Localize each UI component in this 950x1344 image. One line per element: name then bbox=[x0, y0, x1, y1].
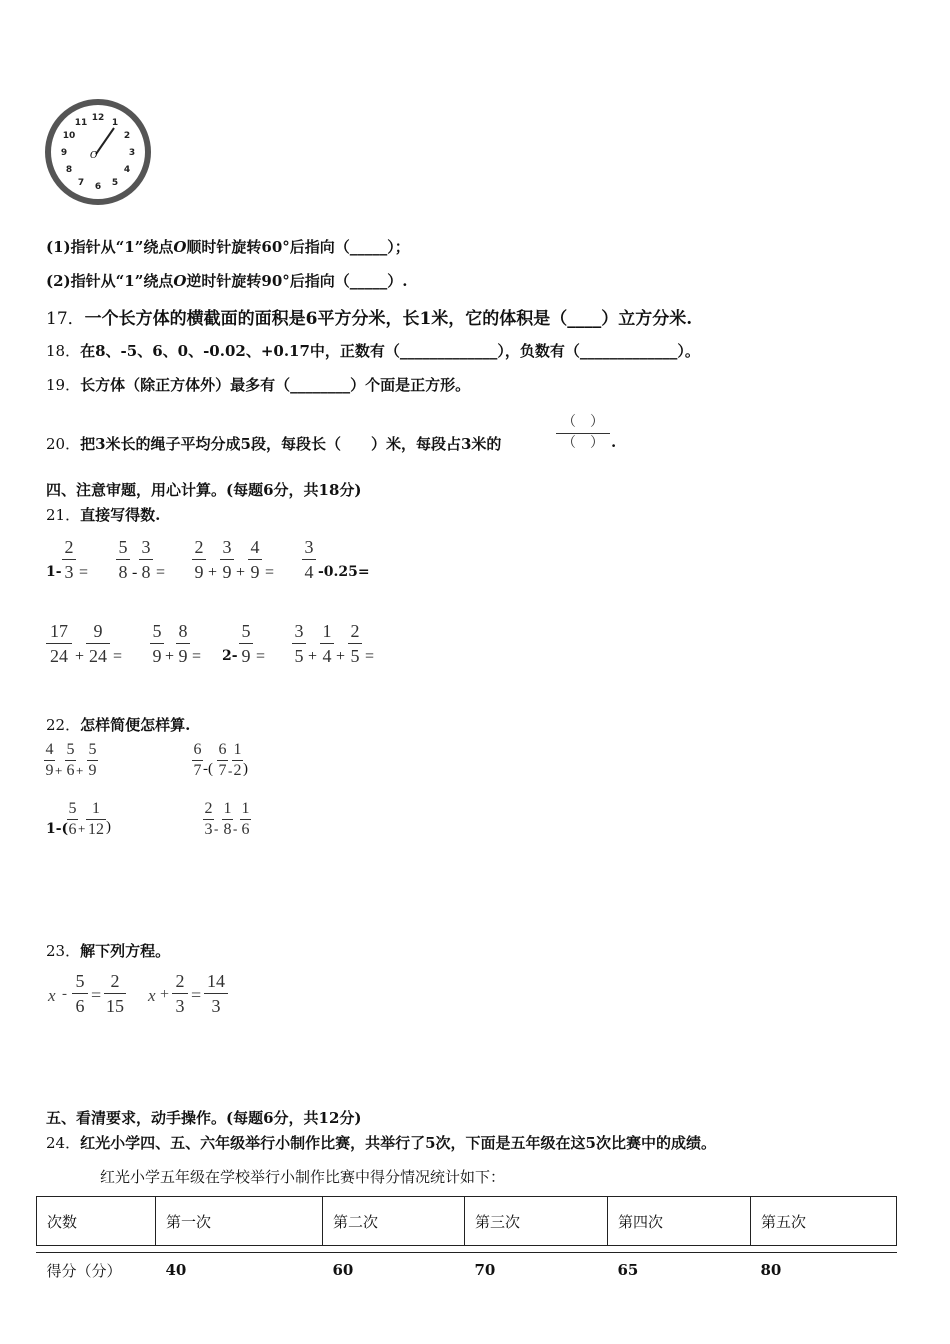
q22-e2-frac1: 6 7 bbox=[193, 741, 202, 779]
q21-e6-post: = bbox=[192, 648, 202, 665]
q16-line2: (2)指针从“1”绕点O逆时针旋转90°后指向（_____）. bbox=[46, 272, 408, 290]
q21-e4-post: -0.25= bbox=[318, 564, 370, 580]
q21-e8-frac2: 1 4 bbox=[320, 620, 334, 667]
header-cell: 第二次 bbox=[323, 1197, 465, 1246]
score-cell: 80 bbox=[760, 1261, 782, 1279]
q21-e3-frac1: 2 9 bbox=[192, 536, 206, 583]
q22-e3-op: + bbox=[78, 821, 86, 836]
q21-e4-frac: 3 4 bbox=[302, 536, 316, 583]
q21-e8-post: = bbox=[365, 648, 375, 665]
q22-e1-frac3: 5 9 bbox=[88, 741, 97, 779]
header-cell: 第五次 bbox=[751, 1197, 897, 1246]
q22-e1-op2: + bbox=[76, 763, 84, 778]
header-cell: 第一次 bbox=[156, 1197, 323, 1246]
q21-e7-frac: 5 9 bbox=[239, 620, 253, 667]
q21-e6-frac1: 5 9 bbox=[150, 620, 164, 667]
score-cell: 70 bbox=[474, 1261, 496, 1279]
score-cell: 65 bbox=[617, 1261, 639, 1279]
q21-e2-frac2: 3 8 bbox=[139, 536, 153, 583]
q22-e4-frac3: 1 6 bbox=[241, 800, 250, 838]
q21-e3-frac2: 3 9 bbox=[220, 536, 234, 583]
q23-e2-op: + bbox=[160, 986, 170, 1003]
q21-e8-frac3: 2 5 bbox=[348, 620, 362, 667]
q21-e3-op1: + bbox=[208, 564, 218, 581]
q21-e8-op1: + bbox=[308, 648, 318, 665]
question-18: 18．在8、-5、6、0、-0.02、+0.17中，正数有（_____________），负数有（_____________）。 bbox=[46, 342, 700, 360]
clock-number-10: 10 bbox=[62, 131, 76, 141]
q22-e1-frac1: 4 9 bbox=[45, 741, 54, 779]
clock-figure bbox=[44, 98, 152, 206]
q24-caption: 红光小学五年级在学校举行小制作比赛中得分情况统计如下： bbox=[100, 1168, 506, 1186]
clock-number-3: 3 bbox=[128, 148, 136, 158]
q23-e1-frac1: 5 6 bbox=[72, 970, 88, 1017]
clock-number-9: 9 bbox=[60, 148, 68, 158]
score-table bbox=[36, 1196, 897, 1294]
row-label: 得分（分） bbox=[46, 1261, 122, 1280]
question-24: 24．红光小学四、五、六年级举行小制作比赛，共举行了5次，下面是五年级在这5次比赛中的成绩。 bbox=[46, 1134, 716, 1152]
q22-e1-op1: + bbox=[55, 763, 63, 778]
q21-e5-post: = bbox=[113, 648, 123, 665]
q21-e7-post: = bbox=[256, 648, 266, 665]
clock-number-2: 2 bbox=[123, 131, 131, 141]
q20-end: . bbox=[611, 433, 617, 451]
q23-e2-x: x bbox=[148, 986, 156, 1005]
q21-e2-post: = bbox=[156, 564, 166, 581]
q22-e4-op2: - bbox=[233, 821, 238, 836]
q22-e2-frac2: 6 7 bbox=[218, 741, 227, 779]
q22-e1-frac2: 5 6 bbox=[66, 741, 75, 779]
question-17: 17．一个长方体的横截面的面积是6平方分米，长1米，它的体积是（____）立方分米. bbox=[46, 309, 693, 329]
q21-e5-frac1: 17 24 bbox=[46, 620, 72, 667]
q21-e2-op: - bbox=[132, 564, 138, 581]
header-cell: 第四次 bbox=[608, 1197, 751, 1246]
q22-e3-frac2: 1 12 bbox=[88, 800, 104, 838]
q22-e3-close: ) bbox=[106, 819, 111, 835]
q22-e3-frac1: 5 6 bbox=[68, 800, 77, 838]
clock-number-1: 1 bbox=[111, 118, 119, 128]
q22-e2-close: ) bbox=[243, 761, 248, 777]
q23-e1-op: - bbox=[62, 986, 67, 1002]
q22-e4-frac1: 2 3 bbox=[204, 800, 213, 838]
q21-e6-op: + bbox=[165, 648, 175, 665]
q21-e5-op: + bbox=[75, 648, 85, 665]
q23-e1-frac2: 2 15 bbox=[106, 971, 124, 1016]
q21-e1-frac: 2 3 bbox=[62, 536, 76, 583]
q22-e3-pre: 1-( bbox=[46, 821, 69, 837]
score-cell: 40 bbox=[165, 1261, 187, 1279]
q21-e1-post: = bbox=[79, 564, 89, 581]
q23-e1-x: x bbox=[48, 986, 56, 1005]
table-header-row bbox=[37, 1197, 897, 1246]
clock-number-6: 6 bbox=[94, 182, 102, 192]
question-21: 21．直接写得数. bbox=[46, 506, 161, 524]
question-19: 19．长方体（除正方体外）最多有（________）个面是正方形。 bbox=[46, 376, 471, 394]
q22-e4-op1: - bbox=[214, 821, 219, 836]
clock-number-7: 7 bbox=[77, 178, 85, 188]
q23-e2-eq: = bbox=[191, 985, 202, 1005]
section-4-title: 四、注意审题，用心计算。(每题6分，共18分) bbox=[46, 481, 362, 499]
q16-line1: (1)指针从“1”绕点O顺时针旋转60°后指向（_____）； bbox=[46, 238, 410, 256]
q21-e1-pre: 1- bbox=[46, 564, 62, 580]
clock-number-4: 4 bbox=[123, 165, 131, 175]
q21-e3-post: = bbox=[265, 564, 275, 581]
q21-e2-frac1: 5 8 bbox=[116, 536, 130, 583]
q21-e6-frac2: 8 9 bbox=[176, 620, 190, 667]
clock-center-label: O bbox=[90, 151, 98, 161]
clock-number-5: 5 bbox=[111, 178, 119, 188]
question-22: 22．怎样简便怎样算. bbox=[46, 716, 191, 734]
q21-e3-frac3: 4 9 bbox=[248, 536, 262, 583]
q21-e8-op2: + bbox=[336, 648, 346, 665]
question-23: 23．解下列方程。 bbox=[46, 942, 171, 960]
q20-fraction: （ ） （ ） bbox=[556, 414, 610, 453]
q22-e4-frac2: 1 8 bbox=[223, 800, 232, 838]
clock-number-11: 11 bbox=[74, 118, 88, 128]
clock-number-12: 12 bbox=[91, 113, 105, 123]
q22-e2-open: -( bbox=[203, 761, 213, 777]
q23-e2-frac2: 14 3 bbox=[204, 970, 228, 1017]
section-5-title: 五、看清要求，动手操作。(每题6分，共12分) bbox=[46, 1109, 362, 1127]
q21-e3-op2: + bbox=[236, 564, 246, 581]
question-20: 20．把3米长的绳子平均分成5段，每段长（ ）米，每段占3米的 bbox=[46, 435, 502, 453]
q22-e2-frac3: 1 2 bbox=[233, 741, 242, 779]
header-cell: 第三次 bbox=[465, 1197, 608, 1246]
score-cell: 60 bbox=[332, 1261, 354, 1279]
q22-e2-op: - bbox=[228, 763, 233, 778]
q21-e7-pre: 2- bbox=[222, 648, 238, 664]
header-cell: 次数 bbox=[37, 1197, 156, 1246]
q23-e1-eq: = bbox=[91, 985, 102, 1005]
q21-e8-frac1: 3 5 bbox=[292, 620, 306, 667]
q21-e5-frac2: 9 24 bbox=[86, 620, 110, 667]
clock-number-8: 8 bbox=[65, 165, 73, 175]
q23-e2-frac1: 2 3 bbox=[172, 970, 188, 1017]
table-divider bbox=[36, 1252, 897, 1253]
